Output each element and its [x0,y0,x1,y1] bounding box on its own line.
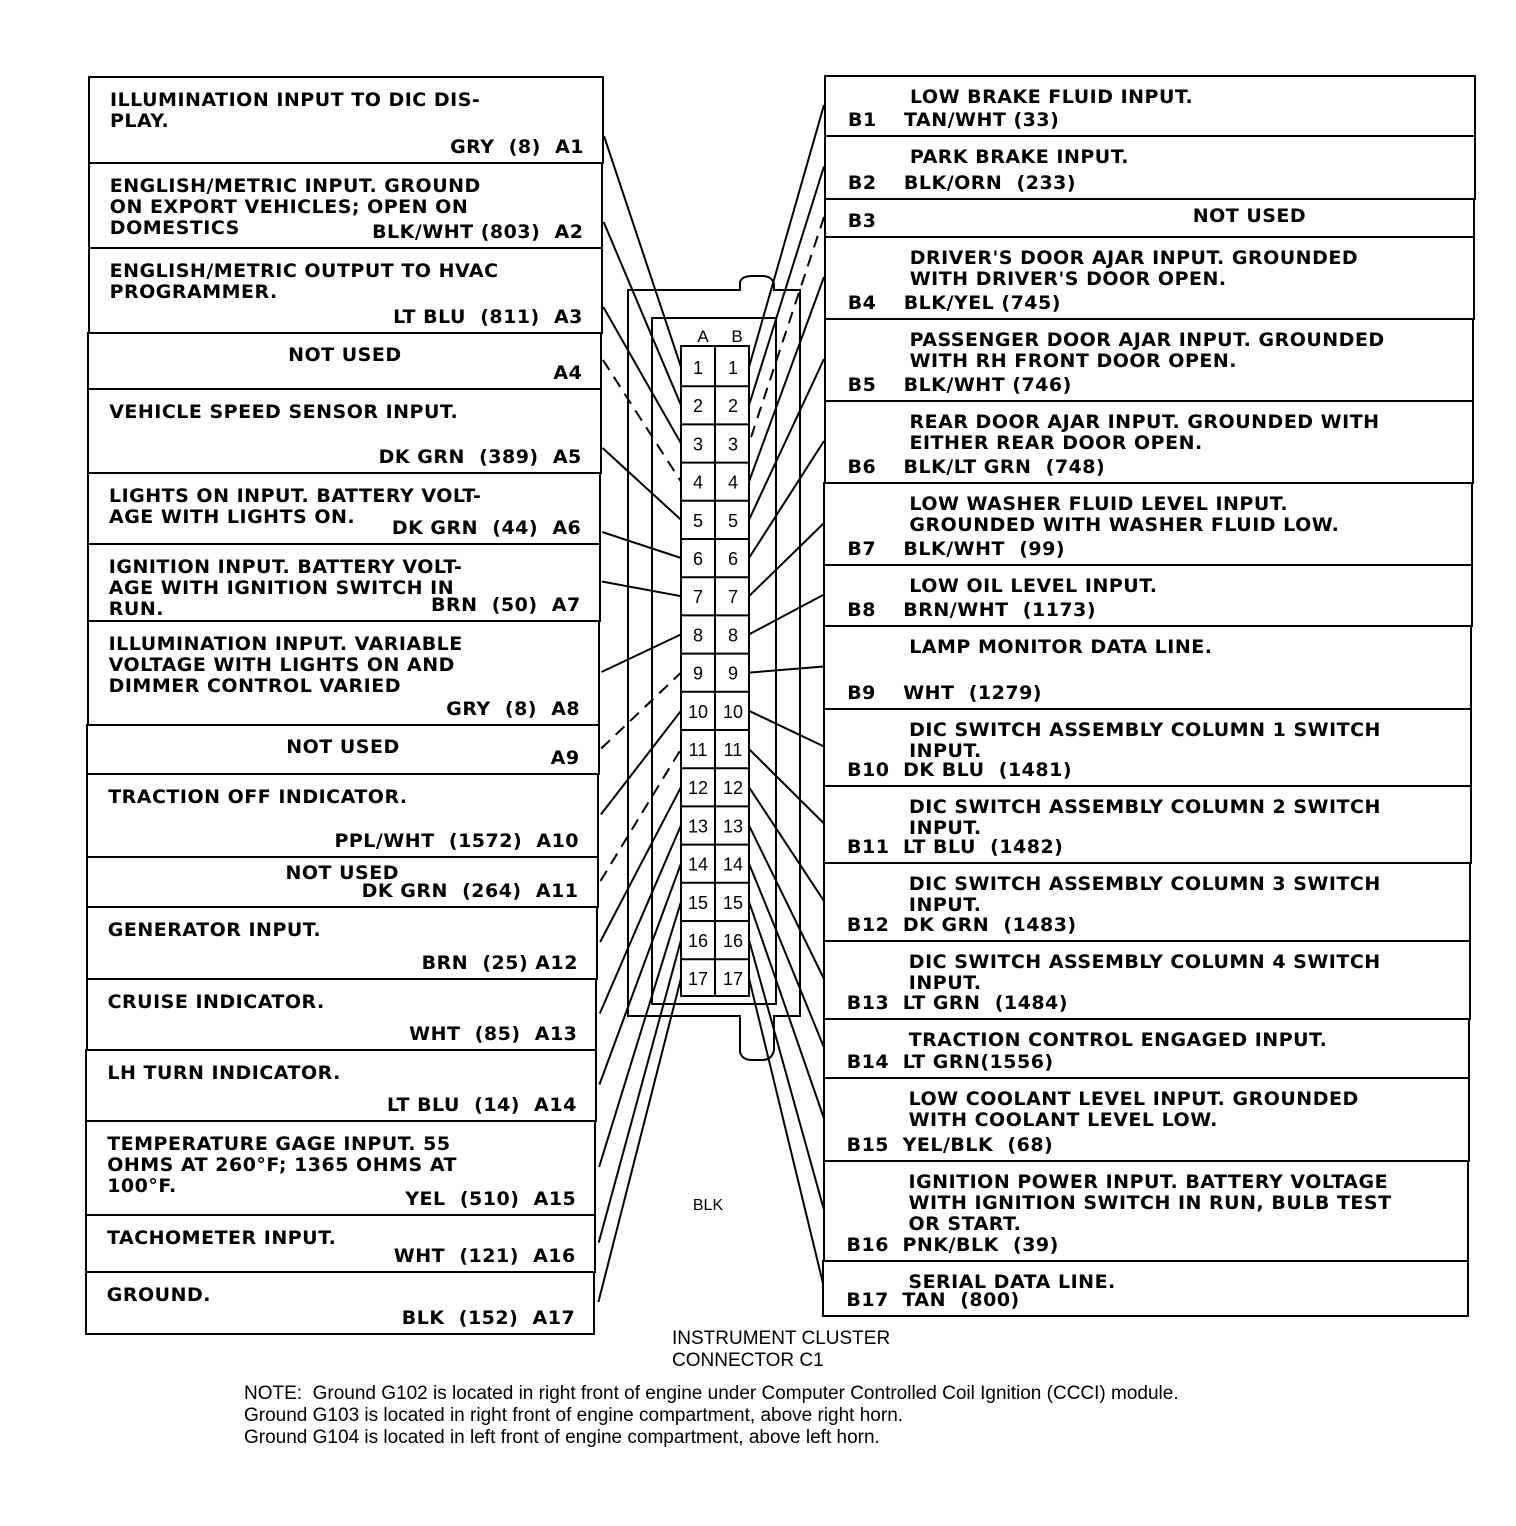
pin-description: DIC SWITCH ASSEMBLY COLUMN 4 SWITCH INPUT. [908,951,1381,994]
pin-id: B6 [847,456,877,478]
left-wire [602,582,681,597]
pin-description: LIGHTS ON INPUT. BATTERY VOLT- AGE WITH LIGHTS ON. [109,485,482,528]
pin-id: B5 [847,374,877,396]
pin-wire-label: BLK/WHT (803) A2 [372,221,584,243]
right-wire [749,940,824,1210]
pin-description: GROUND. [106,1284,211,1306]
left-pin-box [86,906,598,980]
pin-description: DIC SWITCH ASSEMBLY COLUMN 2 SWITCH INPUT. [909,796,1381,839]
right-wire [749,978,824,1287]
pin-cavity-number: 14 [687,854,709,875]
left-wire [599,864,681,1085]
pin-description: DIC SWITCH ASSEMBLY COLUMN 1 SWITCH INPUT. [909,719,1381,762]
pin-wire-label: GRY (8) A1 [450,136,584,158]
left-wire [601,711,681,815]
pin-cavity-number: 6 [727,549,739,569]
pin-description: TRACTION CONTROL ENGAGED INPUT. [908,1029,1328,1051]
pin-id: B7 [847,538,877,560]
pin-description: TEMPERATURE GAGE INPUT. 55 OHMS AT 260°F; 1365 OHMS AT 100°F. [107,1133,458,1197]
left-wire [603,448,681,520]
right-wire [749,595,824,635]
pin-wire-label: DK GRN (389) A5 [378,446,582,468]
right-pin-box [823,564,1473,627]
connector-color-label: BLK [692,1197,724,1214]
pin-description: SERIAL DATA LINE. [908,1271,1116,1293]
pin-cavity-number: 11 [688,740,708,760]
right-wire [749,749,824,824]
pin-wire-label: YEL (510) A15 [405,1188,577,1210]
pin-wire-label: LT BLU (1482) [903,836,1064,858]
pin-wire-label: GRY (8) A8 [446,698,581,720]
pin-cavity-number: 2 [692,396,704,417]
pin-wire-label: PNK/BLK (39) [902,1234,1059,1256]
right-pin-box [823,625,1472,710]
right-pin-box [823,862,1471,942]
pin-description: VEHICLE SPEED SENSOR INPUT. [109,401,459,423]
pin-wire-label: BRN (25) A12 [421,952,578,974]
pin-cavity-number: 13 [722,816,744,837]
pin-cavity-number: 8 [692,625,704,646]
left-wire [602,634,681,672]
pin-cavity-number: 5 [727,510,739,531]
pin-description: PARK BRAKE INPUT. [909,146,1129,168]
pin-description: ENGLISH/METRIC OUTPUT TO HVAC PROGRAMMER. [109,260,499,303]
pin-wire-label: LT GRN (1484) [902,992,1068,1014]
left-pin-box [87,332,602,390]
pin-description: LH TURN INDICATOR. [107,1062,341,1084]
pin-id: B15 [846,1134,890,1156]
pin-cavity-number: 1 [692,358,704,378]
pin-description: ENGLISH/METRIC INPUT. GROUND ON EXPORT VEHICLES; OPEN ON DOMESTICS [109,175,481,239]
left-pin-box [87,388,602,474]
right-pin-box [823,785,1472,864]
pin-cavity-number: 8 [727,625,739,646]
pin-cavity-number: 9 [692,663,704,684]
left-pin-box [88,76,604,164]
pin-wire-label: YEL/BLK (68) [902,1134,1054,1156]
right-wire [749,902,824,1119]
pin-description: TRACTION OFF INDICATOR. [108,786,408,808]
left-pin-box [86,773,599,858]
right-wire [749,441,824,558]
right-pin-box [824,236,1475,320]
pin-description: CRUISE INDICATOR. [107,991,325,1013]
pin-id: B14 [846,1051,890,1073]
pin-id: B9 [847,682,876,704]
pin-wire-label: WHT (1279) [903,682,1042,704]
pin-wire-label: A4 [553,362,583,384]
pin-cavity-number: 12 [722,778,744,799]
pin-cavity-number: 2 [727,396,739,417]
pin-wire-label: BLK/ORN (233) [903,172,1077,194]
pin-cavity-number: 3 [692,434,704,455]
right-wire [749,667,824,673]
pin-wire-label: BLK/YEL (745) [903,292,1061,314]
pin-wire-label: BRN/WHT (1173) [903,599,1097,621]
pin-description: DIC SWITCH ASSEMBLY COLUMN 3 SWITCH INPUT. [908,873,1381,916]
right-wire [749,105,824,367]
left-pin-box [87,543,601,622]
pin-description: LOW WASHER FLUID LEVEL INPUT. GROUNDED WITH WASHER FLUID LOW. [909,493,1340,536]
right-pin-box [822,1260,1468,1317]
pin-wire-label: BLK/WHT (746) [903,374,1072,396]
right-wire [749,711,824,747]
right-wire [749,523,824,596]
left-wire [601,749,682,881]
pin-cavity-number: 14 [722,854,744,875]
pin-description: DRIVER'S DOOR AJAR INPUT. GROUNDED WITH DRIVER'S DOOR OPEN. [909,247,1359,290]
left-wire [598,978,681,1302]
pin-description: NOT USED [285,862,399,884]
pin-description: TACHOMETER INPUT. [107,1227,337,1249]
right-wire [749,359,824,520]
pin-wire-label: TAN (800) [902,1289,1020,1311]
pin-wire-label: PPL/WHT (1572) A10 [334,830,580,852]
pin-id: B12 [846,914,890,936]
pin-cavity-number: 7 [692,587,704,608]
right-wire [749,787,824,901]
right-pin-box [824,75,1476,137]
pin-cavity-number: 17 [687,969,709,990]
right-pin-box [824,400,1474,484]
right-pin-box [824,198,1475,238]
connector-column-label: B [731,327,743,346]
left-pin-box [86,856,599,908]
pin-id: B8 [847,599,876,621]
right-pin-box [823,482,1473,566]
left-pin-box [87,620,601,726]
pin-description: IGNITION INPUT. BATTERY VOLT- AGE WITH IGNITION SWITCH IN RUN. [108,556,463,620]
connector-caption: INSTRUMENT CLUSTER CONNECTOR C1 [672,1328,891,1371]
pin-cavity-number: 15 [687,892,709,913]
pin-id: B4 [847,292,877,314]
connector-column-label: A [697,327,709,346]
pin-description: LOW BRAKE FLUID INPUT. [910,86,1194,108]
pin-wire-label: LT BLU (14) A14 [387,1094,577,1116]
pin-description: LOW COOLANT LEVEL INPUT. GROUNDED WITH COOLANT LEVEL LOW. [908,1088,1359,1131]
pin-wire-label: DK GRN (44) A6 [391,517,582,539]
pin-wire-label: WHT (121) A16 [393,1245,576,1267]
left-pin-box [87,472,601,545]
pin-cavity-number: 4 [727,472,739,493]
pin-wire-label: DK GRN (264) A11 [361,880,579,902]
pin-wire-label: LT GRN(1556) [902,1051,1054,1073]
left-pin-box [86,978,598,1051]
left-pin-box [88,247,603,334]
pin-description: ILLUMINATION INPUT TO DIC DIS- PLAY. [110,89,481,132]
pin-description: NOT USED [286,736,400,758]
left-wire [601,673,681,749]
pin-wire-label: TAN/WHT (33) [904,109,1060,131]
pin-cavity-number: 10 [687,701,709,722]
pin-id: B1 [848,109,877,131]
right-pin-box [823,940,1471,1020]
pin-wire-label: BLK/LT GRN (748) [903,456,1106,478]
pin-cavity-number: 5 [692,510,704,531]
left-pin-box [85,1120,596,1216]
pin-cavity-number: 9 [727,663,739,684]
pin-cavity-number: 17 [722,969,744,990]
pin-cavity-number: 15 [722,892,744,913]
left-pin-box [88,162,604,249]
pin-wire-label: BLK/WHT (99) [903,538,1065,560]
pin-cavity-number: 6 [692,549,704,569]
pin-cavity-number: 4 [692,472,704,493]
right-wire [749,167,824,406]
pin-wire-label: DK BLU (1481) [903,759,1073,781]
pin-wire-label: A9 [550,747,580,769]
right-pin-box [823,708,1472,787]
pin-cavity-number: 12 [687,778,709,799]
pin-cavity-number: 11 [723,740,743,760]
pin-description: LAMP MONITOR DATA LINE. [909,636,1213,658]
left-pin-box [85,1214,596,1273]
pin-description: NOT USED [1192,205,1307,227]
right-pin-box [823,1018,1470,1079]
pin-wire-label: LT BLU (811) A3 [393,306,583,328]
pin-cavity-number: 13 [687,816,709,837]
pin-description: GENERATOR INPUT. [107,919,322,941]
pin-cavity-number: 16 [687,931,709,951]
ground-note: NOTE: Ground G102 is located in right front of engine under Computer Controlled Coil Ignition (CCCI) module. Ground G103 is located in right front of engine compartment, above right horn. Ground G104 is located in left front of engine compartment, above left horn. [244,1383,1179,1448]
right-pin-box [824,135,1476,200]
pin-cavity-number: 16 [722,931,744,951]
right-wire [749,277,824,482]
pin-description: IGNITION POWER INPUT. BATTERY VOLTAGE WITH IGNITION SWITCH IN RUN, BULB TEST OR START. [908,1171,1392,1235]
pin-description: NOT USED [288,344,402,366]
pin-id: B16 [846,1234,889,1256]
pin-description: PASSENGER DOOR AJAR INPUT. GROUNDED WITH RH FRONT DOOR OPEN. [909,329,1385,372]
pin-id: B10 [847,759,890,781]
pin-description: REAR DOOR AJAR INPUT. GROUNDED WITH EITHER REAR DOOR OPEN. [909,411,1380,454]
pin-wire-label: WHT (85) A13 [409,1023,578,1045]
pin-cavity-number: 1 [727,358,739,378]
pin-id: B2 [847,172,877,194]
pin-description: ILLUMINATION INPUT. VARIABLE VOLTAGE WITH LIGHTS ON AND DIMMER CONTROL VARIED [108,633,463,697]
pin-id: B3 [847,210,877,232]
pin-cavity-number: 7 [727,587,739,608]
left-pin-box [86,724,599,775]
pin-wire-label: DK GRN (1483) [902,914,1077,936]
left-wire [599,902,681,1167]
pin-cavity-number: 3 [727,434,739,455]
left-wire [602,532,681,558]
left-pin-box [85,1049,596,1122]
left-pin-box [85,1271,595,1335]
pin-cavity-number: 10 [722,701,744,722]
pin-id: B17 [846,1289,889,1311]
pin-id: B13 [846,992,890,1014]
pin-wire-label: BRN (50) A7 [430,594,581,616]
right-pin-box [823,1077,1470,1162]
right-pin-box [823,1160,1470,1262]
pin-wire-label: BLK (152) A17 [401,1307,576,1329]
right-pin-box [824,318,1475,402]
pin-id: B11 [847,836,890,858]
pin-description: LOW OIL LEVEL INPUT. [909,575,1158,597]
